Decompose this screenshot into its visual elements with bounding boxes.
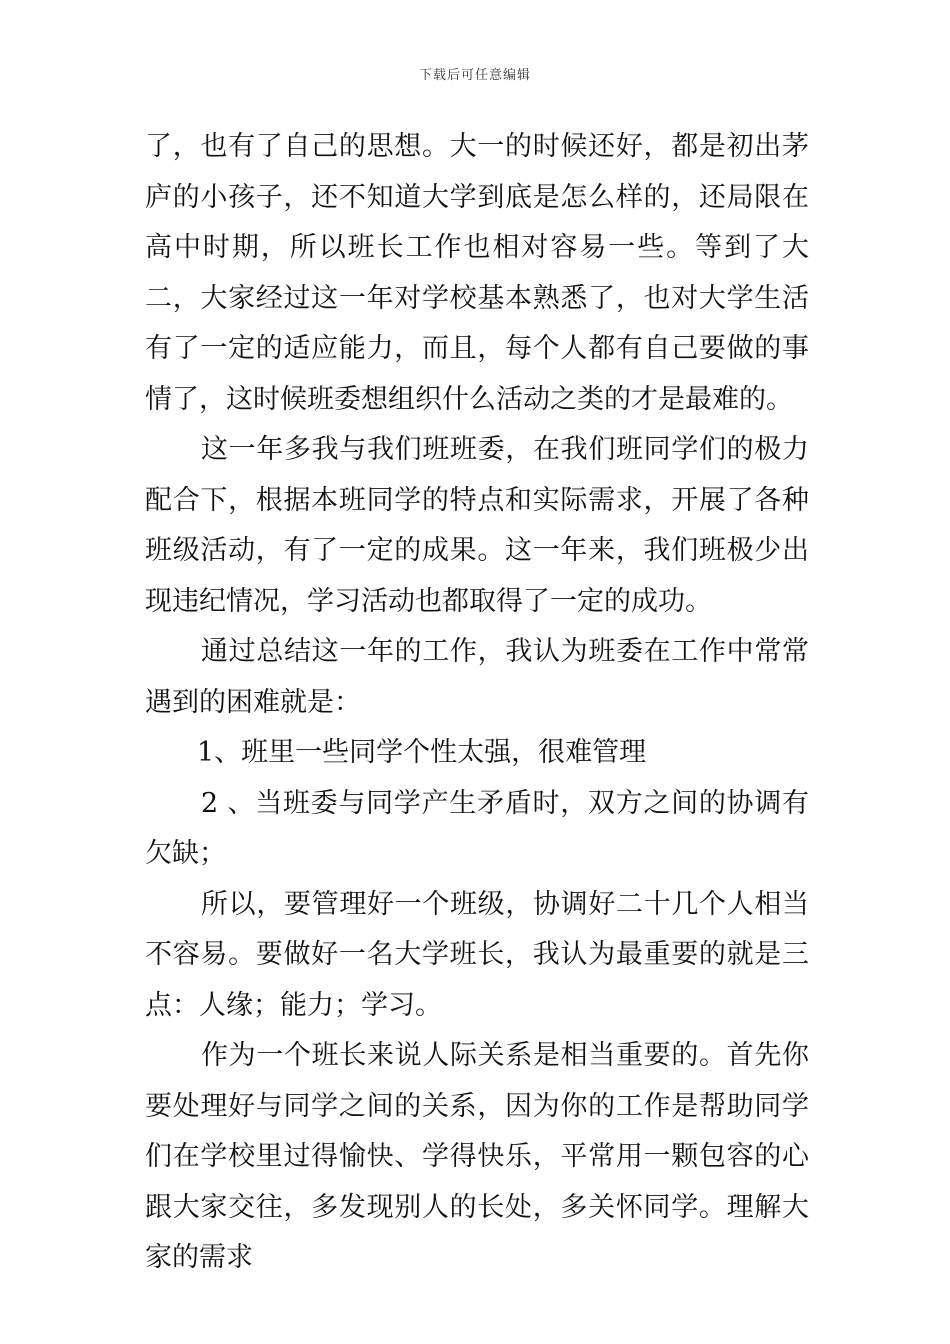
paragraph-5: 作为一个班长来说人际关系是相当重要的。首先你要处理好与同学之间的关系，因为你的工作是帮助同学们在学校里过得愉快、学得快乐，平常用一颗包容的心跟大家交往，多发现别人的长处，多关怀同学。理解大家的需求 [145,1040,809,1273]
paragraph-2: 这一年多我与我们班班委，在我们班同学们的极力配合下，根据本班同学的特点和实际需求，开展了各种班级活动，有了一定的成果。这一年来，我们班极少出现违纪情况，学习活动也都取得了一定的成功。 [145,434,809,617]
document-body [145,122,809,1284]
paragraph-1: 了，也有了自己的思想。大一的时候还好，都是初出茅庐的小孩子，还不知道大学到底是怎么样的，还局限在高中时期，所以班长工作也相对容易一些。等到了大二，大家经过这一年对学校基本熟悉了，也对大学生活有了一定的适应能力，而且，每个人都有自己要做的事情了，这时候班委想组织什么活动之类的才是最难的。 [145,131,809,415]
paragraph-3: 通过总结这一年的工作，我认为班委在工作中常常遇到的困难就是： [145,636,809,718]
list-item-2: 2 、当班委与同学产生矛盾时，双方之间的协调有欠缺； [145,787,809,869]
page-header-note: 下载后可任意编辑 [418,68,531,83]
paragraph-4: 所以，要管理好一个班级，协调好二十几个人相当不容易。要做好一名大学班长，我认为最重要的就是三点：人缘；能力；学习。 [145,888,809,1021]
list-item-1: 1、班里一些同学个性太强，很难管理 [197,737,647,768]
